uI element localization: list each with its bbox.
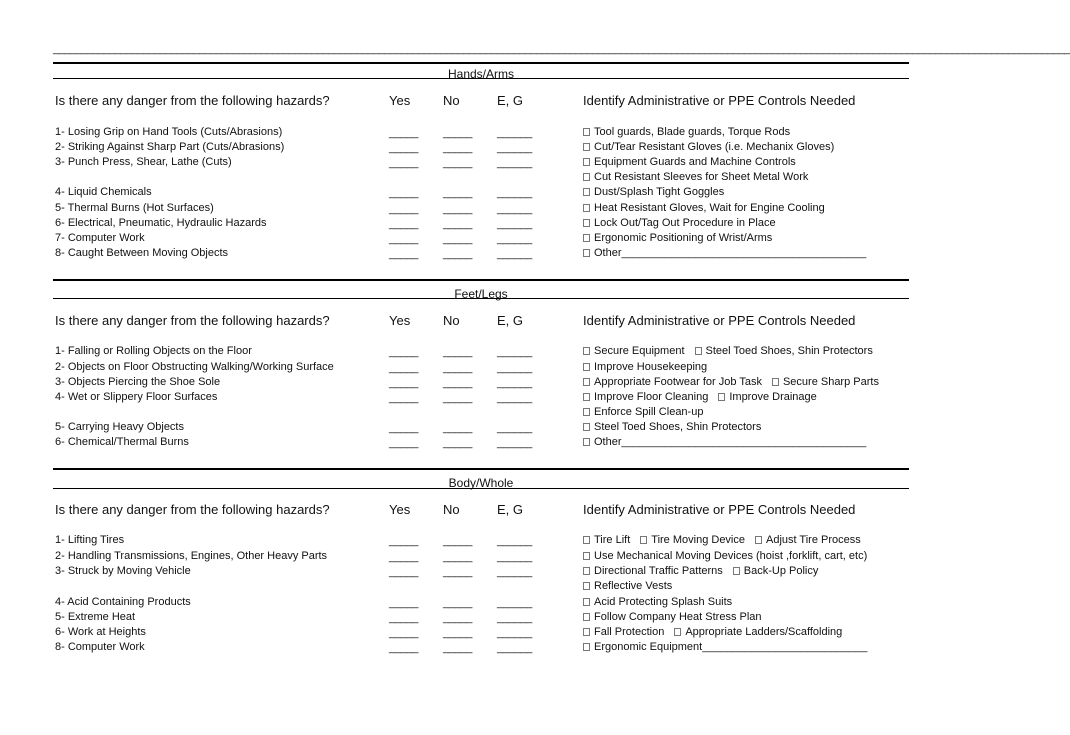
control-option-row bbox=[583, 626, 842, 638]
eg-answer-blank[interactable]: ______ bbox=[497, 422, 532, 434]
yes-answer-blank[interactable]: _____ bbox=[389, 157, 419, 169]
no-answer-blank[interactable]: _____ bbox=[443, 551, 473, 563]
control-option-row bbox=[583, 232, 772, 244]
eg-answer-blank[interactable]: ______ bbox=[497, 377, 532, 389]
control-option-row bbox=[583, 217, 776, 229]
controls-column-header: Identify Administrative or PPE Controls Needed bbox=[583, 313, 856, 328]
control-option-row bbox=[583, 361, 707, 373]
no-column-header: No bbox=[443, 93, 460, 108]
no-answer-blank[interactable]: _____ bbox=[443, 597, 473, 609]
control-option-label: Cut/Tear Resistant Gloves (i.e. Mechanix Gloves) bbox=[594, 141, 835, 153]
eg-answer-blank[interactable]: ______ bbox=[497, 612, 532, 624]
control-option-label: Use Mechanical Moving Devices (hoist ,forklift, cart, etc) bbox=[594, 550, 868, 562]
no-answer-blank[interactable]: _____ bbox=[443, 127, 473, 139]
hazard-label: 2- Objects on Floor Obstructing Walking/Working Surface bbox=[55, 361, 334, 373]
hazard-label: 6- Work at Heights bbox=[55, 626, 146, 638]
eg-column-header: E, G bbox=[497, 502, 524, 517]
checkbox[interactable] bbox=[583, 363, 590, 371]
checkbox[interactable] bbox=[583, 643, 590, 651]
control-option-row bbox=[583, 611, 762, 623]
eg-answer-blank[interactable]: ______ bbox=[497, 346, 532, 358]
checkbox[interactable] bbox=[755, 536, 762, 544]
control-option-label: Steel Toed Shoes, Shin Protectors bbox=[705, 345, 873, 357]
no-answer-blank[interactable]: _____ bbox=[443, 612, 473, 624]
no-column-header: No bbox=[443, 502, 460, 517]
yes-answer-blank[interactable]: _____ bbox=[389, 127, 419, 139]
controls-column-header: Identify Administrative or PPE Controls Needed bbox=[583, 502, 856, 517]
control-option-label: Secure Equipment bbox=[594, 345, 685, 357]
checkbox[interactable] bbox=[583, 347, 590, 355]
hazard-label: 1- Falling or Rolling Objects on the Floor bbox=[55, 345, 252, 357]
checkbox[interactable] bbox=[583, 567, 590, 575]
control-option-row bbox=[583, 391, 817, 403]
control-option-label: Lock Out/Tag Out Procedure in Place bbox=[594, 217, 776, 229]
control-option-label: Appropriate Ladders/Scaffolding bbox=[685, 626, 843, 638]
eg-answer-blank[interactable]: ______ bbox=[497, 187, 532, 199]
control-option-label: Fall Protection bbox=[594, 626, 665, 638]
checkbox[interactable] bbox=[583, 438, 590, 446]
control-option-label: Ergonomic Equipment___________________________ bbox=[594, 641, 868, 653]
checkbox[interactable] bbox=[640, 536, 647, 544]
hazard-label: 3- Objects Piercing the Shoe Sole bbox=[55, 376, 221, 388]
no-answer-blank[interactable]: _____ bbox=[443, 157, 473, 169]
eg-column-header: E, G bbox=[497, 93, 524, 108]
control-option-label: Ergonomic Positioning of Wrist/Arms bbox=[594, 232, 773, 244]
hazard-label: 4- Liquid Chemicals bbox=[55, 186, 152, 198]
checkbox[interactable] bbox=[583, 158, 590, 166]
no-answer-blank[interactable]: _____ bbox=[443, 142, 473, 154]
no-answer-blank[interactable]: _____ bbox=[443, 642, 473, 654]
yes-column-header: Yes bbox=[389, 502, 411, 517]
control-option-row bbox=[583, 580, 672, 592]
eg-answer-blank[interactable]: ______ bbox=[497, 233, 532, 245]
eg-answer-blank[interactable]: ______ bbox=[497, 642, 532, 654]
control-option-label: Reflective Vests bbox=[594, 580, 673, 592]
yes-column-header: Yes bbox=[389, 313, 411, 328]
control-option-row bbox=[583, 247, 866, 259]
checkbox[interactable] bbox=[583, 188, 590, 196]
control-option-label: Improve Housekeeping bbox=[594, 361, 708, 373]
top-blank-line[interactable]: _____________________________________________________________________________________________________________________________________________________________________________________ bbox=[53, 43, 1070, 55]
checkbox[interactable] bbox=[583, 378, 590, 386]
control-option-row bbox=[583, 345, 873, 357]
yes-answer-blank[interactable]: _____ bbox=[389, 203, 419, 215]
hazard-label: 3- Punch Press, Shear, Lathe (Cuts) bbox=[55, 156, 232, 168]
checkbox[interactable] bbox=[733, 567, 740, 575]
control-option-row bbox=[583, 202, 825, 214]
control-option-row bbox=[583, 550, 867, 562]
eg-answer-blank[interactable]: ______ bbox=[497, 392, 532, 404]
checkbox[interactable] bbox=[583, 408, 590, 416]
hazard-label: 6- Chemical/Thermal Burns bbox=[55, 436, 189, 448]
section-rule-bottom bbox=[53, 488, 909, 489]
no-answer-blank[interactable]: _____ bbox=[443, 627, 473, 639]
checkbox[interactable] bbox=[583, 536, 590, 544]
yes-answer-blank[interactable]: _____ bbox=[389, 187, 419, 199]
yes-answer-blank[interactable]: _____ bbox=[389, 346, 419, 358]
no-answer-blank[interactable]: _____ bbox=[443, 392, 473, 404]
control-option-row bbox=[583, 141, 834, 153]
section-rule-bottom bbox=[53, 78, 909, 79]
checkbox[interactable] bbox=[583, 582, 590, 590]
eg-answer-blank[interactable]: ______ bbox=[497, 566, 532, 578]
checkbox[interactable] bbox=[583, 234, 590, 242]
hazard-label: 7- Computer Work bbox=[55, 232, 145, 244]
section-rule-bottom bbox=[53, 298, 909, 299]
yes-answer-blank[interactable]: _____ bbox=[389, 627, 419, 639]
control-option-label: Other________________________________________ bbox=[594, 436, 867, 448]
yes-column-header: Yes bbox=[389, 93, 411, 108]
yes-answer-blank[interactable]: _____ bbox=[389, 566, 419, 578]
eg-answer-blank[interactable]: ______ bbox=[497, 551, 532, 563]
control-option-label: Heat Resistant Gloves, Wait for Engine Cooling bbox=[594, 202, 825, 214]
eg-answer-blank[interactable]: ______ bbox=[497, 203, 532, 215]
hazard-label: 5- Extreme Heat bbox=[55, 611, 136, 623]
checkbox[interactable] bbox=[583, 423, 590, 431]
hazard-label: 2- Handling Transmissions, Engines, Other Heavy Parts bbox=[55, 550, 328, 562]
no-answer-blank[interactable]: _____ bbox=[443, 248, 473, 260]
control-option-label: Directional Traffic Patterns bbox=[594, 565, 723, 577]
no-answer-blank[interactable]: _____ bbox=[443, 233, 473, 245]
control-option-label: Improve Drainage bbox=[729, 391, 817, 403]
no-answer-blank[interactable]: _____ bbox=[443, 377, 473, 389]
control-option-label: Back-Up Policy bbox=[743, 565, 819, 577]
hazard-label: 1- Lifting Tires bbox=[55, 534, 125, 546]
question-header: Is there any danger from the following hazards? bbox=[55, 313, 330, 328]
control-option-row bbox=[583, 171, 808, 183]
eg-answer-blank[interactable]: ______ bbox=[497, 127, 532, 139]
yes-answer-blank[interactable]: _____ bbox=[389, 642, 419, 654]
eg-answer-blank[interactable]: ______ bbox=[497, 535, 532, 547]
checkbox[interactable] bbox=[583, 128, 590, 136]
checkbox[interactable] bbox=[674, 628, 681, 636]
checkbox[interactable] bbox=[583, 552, 590, 560]
checkbox[interactable] bbox=[772, 378, 779, 386]
hazard-label: 8- Computer Work bbox=[55, 641, 145, 653]
yes-answer-blank[interactable]: _____ bbox=[389, 612, 419, 624]
yes-answer-blank[interactable]: _____ bbox=[389, 233, 419, 245]
no-answer-blank[interactable]: _____ bbox=[443, 566, 473, 578]
control-option-label: Secure Sharp Parts bbox=[782, 376, 879, 388]
no-answer-blank[interactable]: _____ bbox=[443, 218, 473, 230]
control-option-row bbox=[583, 421, 761, 433]
yes-answer-blank[interactable]: _____ bbox=[389, 248, 419, 260]
eg-column-header: E, G bbox=[497, 313, 524, 328]
control-option-row bbox=[583, 565, 818, 577]
control-option-row bbox=[583, 596, 732, 608]
control-option-row bbox=[583, 436, 866, 448]
control-option-row bbox=[583, 641, 867, 653]
yes-answer-blank[interactable]: _____ bbox=[389, 362, 419, 374]
no-answer-blank[interactable]: _____ bbox=[443, 362, 473, 374]
control-option-row bbox=[583, 376, 879, 388]
yes-answer-blank[interactable]: _____ bbox=[389, 422, 419, 434]
no-answer-blank[interactable]: _____ bbox=[443, 422, 473, 434]
section-rule-top bbox=[53, 62, 909, 64]
yes-answer-blank[interactable]: _____ bbox=[389, 218, 419, 230]
no-answer-blank[interactable]: _____ bbox=[443, 437, 473, 449]
yes-answer-blank[interactable]: _____ bbox=[389, 551, 419, 563]
control-option-row bbox=[583, 534, 861, 546]
checkbox[interactable] bbox=[583, 613, 590, 621]
checkbox[interactable] bbox=[583, 628, 590, 636]
checkbox[interactable] bbox=[583, 598, 590, 606]
section-title-body-whole: Body/Whole bbox=[448, 476, 514, 490]
checkbox[interactable] bbox=[583, 249, 590, 257]
eg-answer-blank[interactable]: ______ bbox=[497, 218, 532, 230]
controls-column-header: Identify Administrative or PPE Controls Needed bbox=[583, 93, 856, 108]
control-option-label: Enforce Spill Clean-up bbox=[594, 406, 704, 418]
control-option-label: Steel Toed Shoes, Shin Protectors bbox=[594, 421, 762, 433]
no-column-header: No bbox=[443, 313, 460, 328]
no-answer-blank[interactable]: _____ bbox=[443, 203, 473, 215]
section-rule-top bbox=[53, 468, 909, 470]
no-answer-blank[interactable]: _____ bbox=[443, 187, 473, 199]
yes-answer-blank[interactable]: _____ bbox=[389, 535, 419, 547]
checkbox[interactable] bbox=[583, 143, 590, 151]
control-option-label: Tire Lift bbox=[594, 534, 631, 546]
checkbox[interactable] bbox=[583, 173, 590, 181]
eg-answer-blank[interactable]: ______ bbox=[497, 248, 532, 260]
no-answer-blank[interactable]: _____ bbox=[443, 535, 473, 547]
eg-answer-blank[interactable]: ______ bbox=[497, 437, 532, 449]
hazard-label: 5- Thermal Burns (Hot Surfaces) bbox=[55, 202, 214, 214]
section-rule-top bbox=[53, 279, 909, 281]
eg-answer-blank[interactable]: ______ bbox=[497, 157, 532, 169]
checkbox[interactable] bbox=[583, 219, 590, 227]
hazard-label: 5- Carrying Heavy Objects bbox=[55, 421, 184, 433]
control-option-label: Cut Resistant Sleeves for Sheet Metal Work bbox=[594, 171, 809, 183]
hazard-label: 8- Caught Between Moving Objects bbox=[55, 247, 229, 259]
question-header: Is there any danger from the following hazards? bbox=[55, 93, 330, 108]
control-option-label: Improve Floor Cleaning bbox=[594, 391, 709, 403]
checkbox[interactable] bbox=[583, 204, 590, 212]
checkbox[interactable] bbox=[695, 347, 702, 355]
hazard-label: 4- Acid Containing Products bbox=[55, 596, 191, 608]
yes-answer-blank[interactable]: _____ bbox=[389, 392, 419, 404]
control-option-label: Acid Protecting Splash Suits bbox=[594, 596, 733, 608]
hazard-label: 3- Struck by Moving Vehicle bbox=[55, 565, 191, 577]
control-option-label: Tire Moving Device bbox=[651, 534, 745, 546]
eg-answer-blank[interactable]: ______ bbox=[497, 142, 532, 154]
control-option-label: Adjust Tire Process bbox=[766, 534, 861, 546]
eg-answer-blank[interactable]: ______ bbox=[497, 362, 532, 374]
checkbox[interactable] bbox=[718, 393, 725, 401]
control-option-row bbox=[583, 156, 796, 168]
hazard-label: 1- Losing Grip on Hand Tools (Cuts/Abrasions) bbox=[55, 126, 283, 138]
hazard-label: 6- Electrical, Pneumatic, Hydraulic Hazards bbox=[55, 217, 267, 229]
eg-answer-blank[interactable]: ______ bbox=[497, 597, 532, 609]
control-option-label: Dust/Splash Tight Goggles bbox=[594, 186, 725, 198]
section-title-hands-arms: Hands/Arms bbox=[447, 67, 515, 81]
yes-answer-blank[interactable]: _____ bbox=[389, 142, 419, 154]
yes-answer-blank[interactable]: _____ bbox=[389, 597, 419, 609]
control-option-row bbox=[583, 186, 724, 198]
control-option-label: Tool guards, Blade guards, Torque Rods bbox=[594, 126, 791, 138]
eg-answer-blank[interactable]: ______ bbox=[497, 627, 532, 639]
control-option-label: Other________________________________________ bbox=[594, 247, 867, 259]
control-option-label: Appropriate Footwear for Job Task bbox=[594, 376, 762, 388]
control-option-label: Equipment Guards and Machine Controls bbox=[594, 156, 796, 168]
checkbox[interactable] bbox=[583, 393, 590, 401]
hazard-label: 2- Striking Against Sharp Part (Cuts/Abrasions) bbox=[55, 141, 285, 153]
yes-answer-blank[interactable]: _____ bbox=[389, 377, 419, 389]
control-option-row bbox=[583, 126, 790, 138]
yes-answer-blank[interactable]: _____ bbox=[389, 437, 419, 449]
no-answer-blank[interactable]: _____ bbox=[443, 346, 473, 358]
question-header: Is there any danger from the following hazards? bbox=[55, 502, 330, 517]
hazard-label: 4- Wet or Slippery Floor Surfaces bbox=[55, 391, 218, 403]
control-option-row bbox=[583, 406, 703, 418]
control-option-label: Follow Company Heat Stress Plan bbox=[594, 611, 762, 623]
section-title-feet-legs: Feet/Legs bbox=[454, 287, 508, 301]
